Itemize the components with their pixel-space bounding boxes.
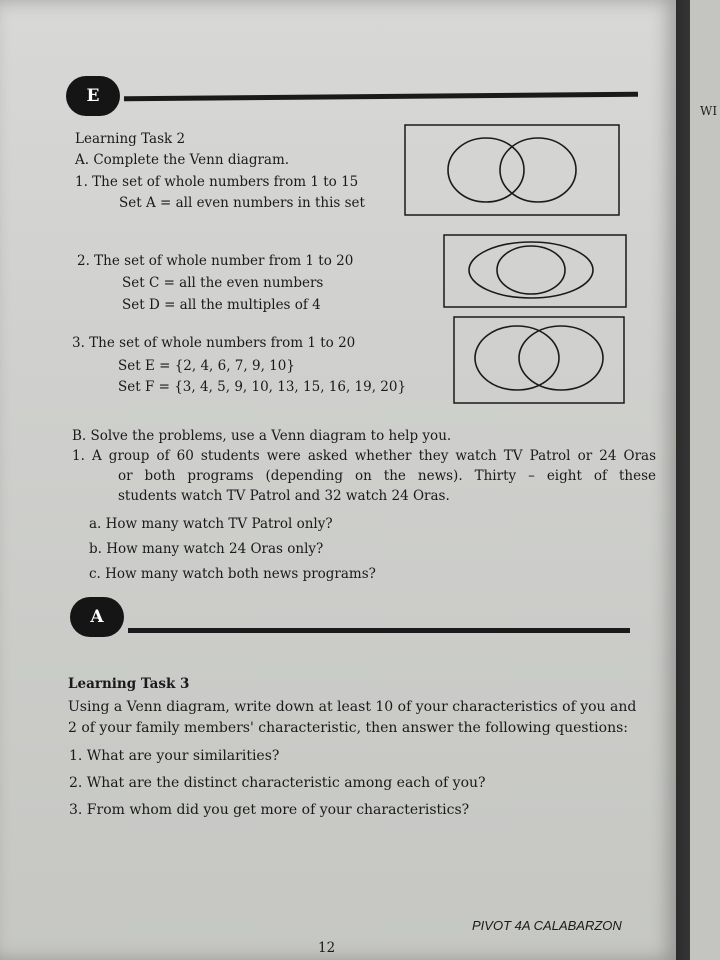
question-c: c. How many watch both news programs? <box>89 566 376 582</box>
task3-intro-line2: 2 of your family members' characteristic, then answer the following questions: <box>68 720 628 736</box>
item1-line: 1. The set of whole numbers from 1 to 15 <box>75 174 359 190</box>
item2-line: 2. The set of whole number from 1 to 20 <box>77 253 354 269</box>
problem1-line1: 1. A group of 60 students were asked whether they watch TV Patrol or 24 Oras <box>72 448 656 464</box>
item1-set-a: Set A = all even numbers in this set <box>119 195 365 211</box>
task3-question-1: 1. What are your similarities? <box>69 748 280 764</box>
task3-question-2: 2. What are the distinct characteristic among each of you? <box>69 775 486 791</box>
section-a-badge: A <box>70 597 124 637</box>
page-number: 12 <box>318 940 336 956</box>
venn-diagram-2 <box>443 233 629 309</box>
next-page-edge <box>690 0 720 960</box>
part-a-heading: A. Complete the Venn diagram. <box>75 152 290 168</box>
task3-intro-line1: Using a Venn diagram, write down at least 10 of your characteristics of you and <box>68 699 637 715</box>
item2-set-c: Set C = all the even numbers <box>122 275 324 291</box>
part-b-heading: B. Solve the problems, use a Venn diagram to help you. <box>72 428 452 444</box>
item3-set-f: Set F = {3, 4, 5, 9, 10, 13, 15, 16, 19, 20} <box>118 379 407 395</box>
task3-title: Learning Task 3 <box>68 676 190 692</box>
item2-set-d: Set D = all the multiples of 4 <box>122 297 321 313</box>
task3-question-3: 3. From whom did you get more of your characteristics? <box>69 802 470 818</box>
problem1-line3: students watch TV Patrol and 32 watch 24 Oras. <box>118 488 450 504</box>
venn-diagram-3 <box>453 316 627 404</box>
item3-set-e: Set E = {2, 4, 6, 7, 9, 10} <box>118 358 295 374</box>
footer-region: PIVOT 4A CALABARZON <box>472 918 622 933</box>
next-page-text: WI <box>700 104 718 118</box>
venn-diagram-1 <box>404 122 622 218</box>
section-a-rule <box>128 628 630 633</box>
problem1-line2: or both programs (depending on the news). Thirty – eight of these <box>118 468 656 484</box>
question-b: b. How many watch 24 Oras only? <box>89 541 324 557</box>
section-e-badge: E <box>66 76 120 116</box>
item3-line: 3. The set of whole numbers from 1 to 20 <box>72 335 356 351</box>
task2-title: Learning Task 2 <box>75 131 186 147</box>
question-a: a. How many watch TV Patrol only? <box>89 516 333 532</box>
